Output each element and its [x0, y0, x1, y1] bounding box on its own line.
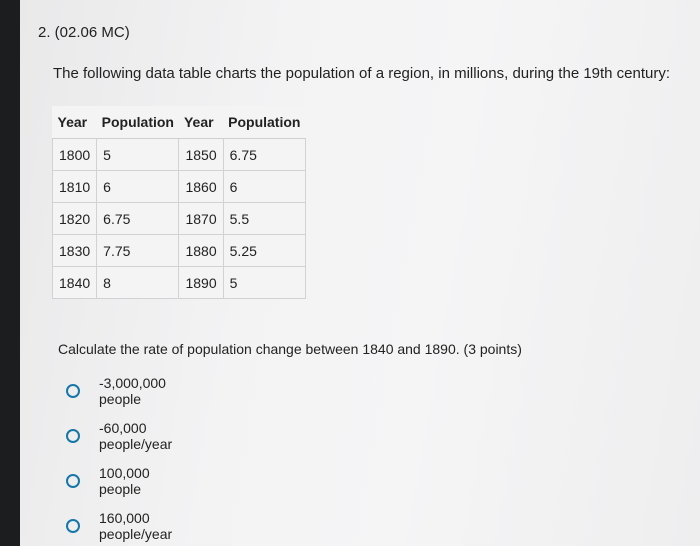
radio-button-icon[interactable]: [66, 429, 80, 443]
radio-button-icon[interactable]: [66, 519, 80, 533]
cell-year: 1820: [53, 203, 97, 235]
cell-population: 6.75: [223, 139, 305, 171]
cell-population: 6.75: [97, 203, 179, 235]
cell-year: 1850: [179, 139, 223, 171]
option-label: 100,000 people: [99, 465, 150, 497]
option-label: -60,000 people/year: [99, 420, 173, 452]
cell-population: 5: [97, 139, 179, 171]
table-header-row: [53, 106, 306, 139]
cell-year: 1830: [53, 235, 97, 267]
answer-option-c[interactable]: [66, 465, 150, 497]
header-population-2: Population: [223, 106, 305, 139]
header-population-1: Population: [97, 106, 179, 139]
cell-year: 1810: [53, 171, 97, 203]
cell-population: 7.75: [97, 235, 179, 267]
answer-option-d[interactable]: [66, 510, 172, 542]
question-text: Calculate the rate of population change between 1840 and 1890. (3 points): [58, 341, 522, 357]
cell-population: 5.25: [223, 235, 305, 267]
option-label: -3,000,000 people: [99, 375, 166, 407]
cell-year: 1870: [179, 203, 223, 235]
cell-population: 5.5: [223, 203, 305, 235]
cell-population: 5: [223, 267, 305, 299]
header-year-2: Year: [179, 106, 223, 139]
question-number: 2. (02.06 MC): [38, 24, 130, 41]
cell-year: 1860: [179, 171, 223, 203]
cell-population: 6: [223, 171, 305, 203]
question-prompt: The following data table charts the population of a region, in millions, during the 19th century:: [53, 65, 671, 82]
cell-year: 1890: [179, 267, 223, 299]
table-row: [53, 235, 306, 267]
radio-button-icon[interactable]: [66, 384, 80, 398]
population-table: [52, 106, 306, 299]
table-row: [53, 267, 306, 299]
cell-population: 6: [97, 171, 179, 203]
cell-population: 8: [97, 267, 179, 299]
answer-option-b[interactable]: [66, 420, 172, 452]
question-panel: [20, 0, 700, 546]
cell-year: 1840: [53, 267, 97, 299]
header-year-1: Year: [53, 106, 97, 139]
radio-button-icon[interactable]: [66, 474, 80, 488]
table-row: [53, 139, 306, 171]
cell-year: 1800: [53, 139, 97, 171]
table-row: [53, 203, 306, 235]
table-row: [53, 171, 306, 203]
cell-year: 1880: [179, 235, 223, 267]
option-label: 160,000 people/year: [99, 510, 173, 542]
answer-option-a[interactable]: [66, 375, 166, 407]
